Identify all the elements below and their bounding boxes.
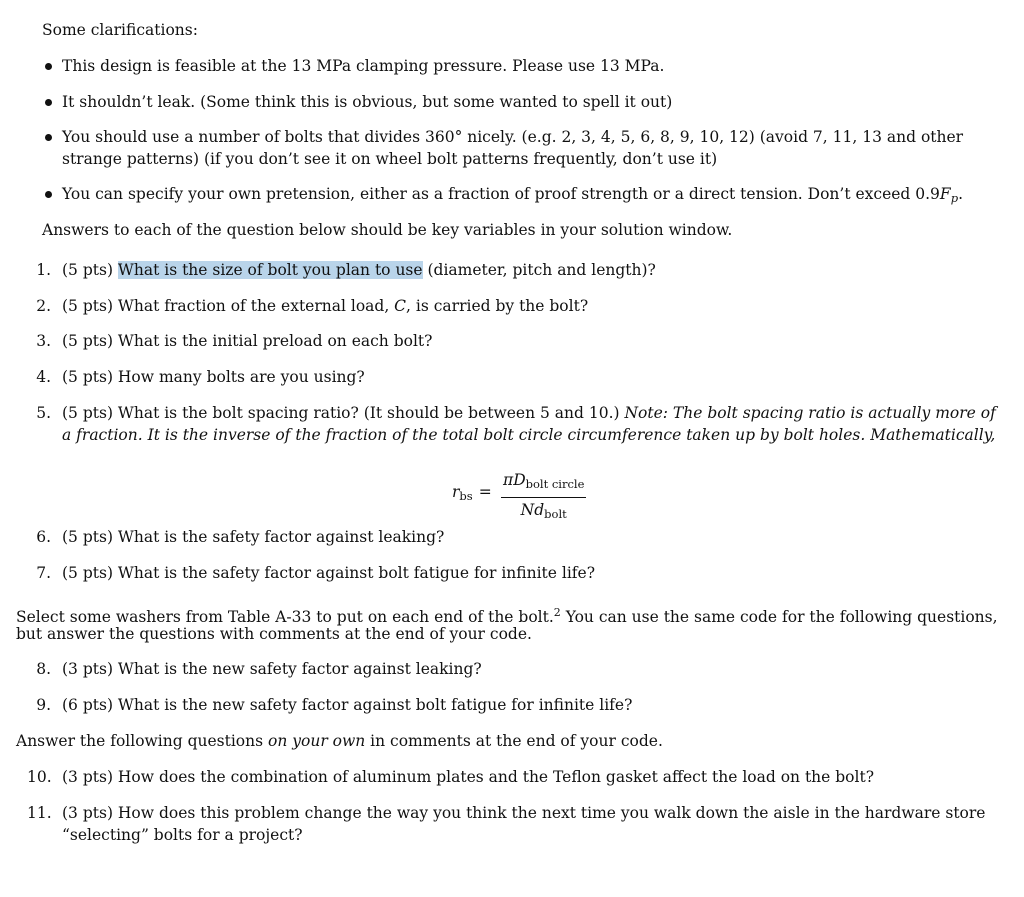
question-number: 8. — [36, 660, 51, 678]
question-number: 3. — [36, 332, 51, 350]
question-5-line-2: a fraction. It is the inverse of the fraction of the total bolt circle circumference taken up by bolt holes. Mathematically, — [62, 426, 996, 444]
footnote-marker: 2 — [553, 606, 561, 619]
question-8: (3 pts) What is the new safety factor against leaking? — [62, 660, 482, 678]
bullet-marker — [45, 63, 52, 70]
question-4: (5 pts) How many bolts are you using? — [62, 368, 365, 386]
own-answers-paragraph — [16, 731, 663, 752]
formula-D: D — [513, 471, 526, 489]
question-number: 9. — [36, 696, 51, 714]
question-7: (5 pts) What is the safety factor against bolt fatigue for infinite life? — [62, 564, 596, 582]
formula-fraction — [501, 470, 586, 525]
formula-N: N — [520, 501, 535, 519]
bullet-3-line-1: You should use a number of bolts that divides 360° nicely. (e.g. 2, 3, 4, 5, 6, 8, 9, 10, 12) (avoid 7, 11, 13 and other — [62, 128, 964, 146]
question-2-text-b: , is carried by the bolt? — [406, 297, 589, 315]
question-number: 4. — [36, 368, 51, 386]
question-2-text-a: (5 pts) What fraction of the external load, — [62, 297, 395, 315]
own-text-a: Answer the following questions — [16, 732, 269, 750]
clarifications-heading: Some clarifications: — [42, 21, 198, 39]
bullet-2-text: It shouldn’t leak. (Some think this is obvious, but some wanted to spell it out) — [62, 93, 673, 111]
question-number: 6. — [36, 528, 51, 546]
formula-d-subscript: bolt — [544, 507, 567, 521]
question-6: (5 pts) What is the safety factor against leaking? — [62, 528, 445, 546]
question-2 — [62, 296, 588, 317]
washers-paragraph-line-2: but answer the questions with comments at the end of your code. — [16, 625, 532, 643]
bullet-3-line-2: strange patterns) (if you don’t see it on wheel bolt patterns frequently, don’t use it) — [62, 150, 718, 168]
question-number: 2. — [36, 297, 51, 315]
formula-numerator — [501, 470, 586, 495]
bullet-4-text — [62, 184, 963, 209]
washers-text-a: Select some washers from Table A-33 to put on each end of the bolt. — [16, 608, 554, 626]
formula-D-subscript: bolt circle — [525, 477, 585, 491]
question-10: (3 pts) How does the combination of aluminum plates and the Teflon gasket affect the load on the bolt? — [62, 768, 875, 786]
formula-r-subscript: bs — [459, 489, 473, 503]
load-fraction-symbol: C — [394, 297, 407, 315]
bullet-4-period: . — [958, 185, 963, 203]
bullet-marker — [45, 191, 52, 198]
washers-text-b: You can use the same code for the following questions, — [560, 608, 998, 626]
formula-pi: π — [503, 471, 514, 489]
formula-lhs — [452, 482, 492, 507]
question-number: 5. — [36, 404, 51, 422]
question-5-text: (5 pts) What is the bolt spacing ratio? (It should be between 5 and 10.) — [62, 404, 625, 422]
bullet-1-text: This design is feasible at the 13 MPa clamping pressure. Please use 13 MPa. — [62, 57, 665, 75]
answers-intro: Answers to each of the question below should be key variables in your solution window. — [42, 221, 733, 239]
question-1-points: (5 pts) — [62, 261, 118, 279]
own-text-b: in comments at the end of your code. — [365, 732, 663, 750]
formula-d: d — [534, 501, 545, 519]
question-1 — [62, 260, 656, 281]
fraction-bar — [501, 497, 586, 498]
proof-load-symbol: F — [939, 185, 951, 203]
question-11-line-1: (3 pts) How does this problem change the way you think the next time you walk down the aisle in the hardware store — [62, 804, 986, 822]
formula-r: r — [452, 483, 460, 501]
question-11-line-2: “selecting” bolts for a project? — [62, 826, 303, 844]
question-number: 7. — [36, 564, 51, 582]
formula-denominator — [501, 500, 586, 525]
bullet-marker — [45, 99, 52, 106]
question-number: 1. — [36, 261, 51, 279]
own-text-italic: on your own — [268, 732, 366, 750]
bullet-4-text-main: You can specify your own pretension, either as a fraction of proof strength or a direct tension. Don’t exceed 0.9 — [62, 185, 940, 203]
question-3: (5 pts) What is the initial preload on each bolt? — [62, 332, 433, 350]
bullet-marker — [45, 134, 52, 141]
question-5-line-1 — [62, 403, 996, 424]
question-1-rest: (diameter, pitch and length)? — [422, 261, 656, 279]
question-number: 11. — [27, 804, 52, 822]
question-9: (6 pts) What is the new safety factor against bolt fatigue for infinite life? — [62, 696, 633, 714]
formula-equals: = — [478, 483, 492, 501]
question-5-note: Note: The bolt spacing ratio is actually more of — [624, 404, 996, 422]
question-number: 10. — [27, 768, 52, 786]
highlighted-selection[interactable]: What is the size of bolt you plan to use — [117, 261, 423, 279]
proof-load-subscript: p — [950, 191, 959, 205]
